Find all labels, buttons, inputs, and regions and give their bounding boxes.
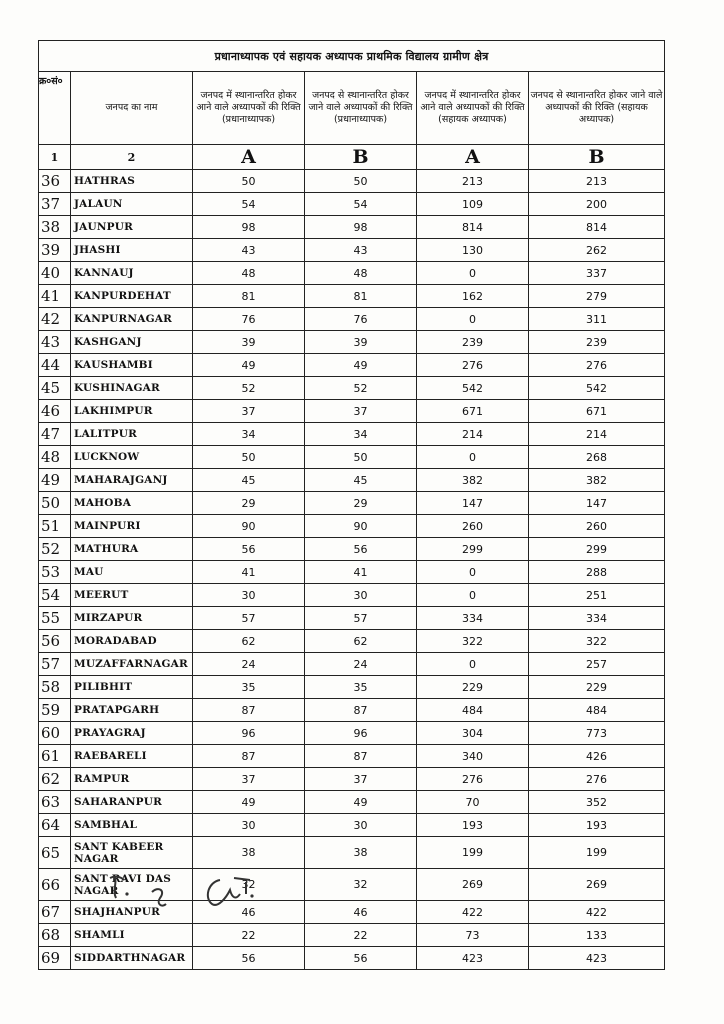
vacancy-a2-cell: 276 (417, 768, 529, 791)
district-name-cell: MORADABAD (71, 630, 193, 653)
table-row (39, 239, 665, 262)
table-row (39, 377, 665, 400)
vacancy-a2-cell: 147 (417, 492, 529, 515)
table-title: प्रधानाध्यापक एवं सहायक अध्यापक प्राथमिक विद्यालय ग्रामीण क्षेत्र (39, 41, 665, 72)
serial-number-cell: 53 (39, 561, 71, 584)
vacancy-b1-cell: 38 (305, 837, 417, 869)
column-letter: A (417, 145, 529, 170)
table-row (39, 699, 665, 722)
table-row (39, 768, 665, 791)
serial-number-cell: 67 (39, 901, 71, 924)
vacancy-b1-cell: 39 (305, 331, 417, 354)
vacancy-a2-cell: 0 (417, 308, 529, 331)
table-row (39, 607, 665, 630)
district-name-cell: MIRZAPUR (71, 607, 193, 630)
vacancy-a1-cell: 24 (193, 653, 305, 676)
vacancy-b2-cell: 423 (529, 947, 665, 970)
document-page (38, 40, 664, 970)
table-row (39, 400, 665, 423)
serial-number-cell: 42 (39, 308, 71, 331)
serial-number-cell: 63 (39, 791, 71, 814)
vacancy-a2-cell: 542 (417, 377, 529, 400)
vacancy-a2-cell: 422 (417, 901, 529, 924)
table-row (39, 630, 665, 653)
vacancy-b1-cell: 52 (305, 377, 417, 400)
vacancy-b1-cell: 32 (305, 869, 417, 901)
serial-number-cell: 52 (39, 538, 71, 561)
vacancy-b2-cell: 542 (529, 377, 665, 400)
vacancy-a1-cell: 52 (193, 377, 305, 400)
vacancy-a1-cell: 54 (193, 193, 305, 216)
vacancy-a1-cell: 56 (193, 947, 305, 970)
district-name-cell: KUSHINAGAR (71, 377, 193, 400)
vacancy-a1-cell: 56 (193, 538, 305, 561)
vacancy-a2-cell: 239 (417, 331, 529, 354)
vacancy-a2-cell: 260 (417, 515, 529, 538)
serial-number-cell: 47 (39, 423, 71, 446)
column-letter: B (305, 145, 417, 170)
table-row (39, 837, 665, 869)
vacancy-a2-cell: 109 (417, 193, 529, 216)
district-name-cell: KANNAUJ (71, 262, 193, 285)
table-row (39, 262, 665, 285)
vacancy-b2-cell: 276 (529, 354, 665, 377)
serial-number-cell: 58 (39, 676, 71, 699)
district-name-cell: LUCKNOW (71, 446, 193, 469)
vacancy-b2-cell: 214 (529, 423, 665, 446)
vacancy-b1-cell: 43 (305, 239, 417, 262)
vacancy-b1-cell: 35 (305, 676, 417, 699)
serial-number-cell: 61 (39, 745, 71, 768)
district-name-cell: KANPURDEHAT (71, 285, 193, 308)
serial-number-cell: 62 (39, 768, 71, 791)
serial-number-cell: 51 (39, 515, 71, 538)
vacancy-a1-cell: 87 (193, 699, 305, 722)
serial-number-cell: 44 (39, 354, 71, 377)
vacancy-a1-cell: 96 (193, 722, 305, 745)
vacancy-b1-cell: 37 (305, 400, 417, 423)
handwritten-signature (100, 868, 280, 918)
vacancy-b1-cell: 41 (305, 561, 417, 584)
header-col-b2: जनपद से स्थानान्तरित होकर जाने वाले अध्यापकों की रिक्ति (सहायक अध्यापक) (529, 72, 665, 145)
district-name-cell: SHAMLI (71, 924, 193, 947)
vacancy-b2-cell: 426 (529, 745, 665, 768)
serial-number-cell: 56 (39, 630, 71, 653)
vacancy-a2-cell: 340 (417, 745, 529, 768)
vacancy-a1-cell: 29 (193, 492, 305, 515)
district-name-cell: PILIBHIT (71, 676, 193, 699)
vacancy-b1-cell: 62 (305, 630, 417, 653)
vacancy-b1-cell: 87 (305, 745, 417, 768)
vacancy-a2-cell: 0 (417, 653, 529, 676)
table-row (39, 538, 665, 561)
table-row (39, 170, 665, 193)
district-name-cell: JALAUN (71, 193, 193, 216)
district-name-cell: PRATAPGARH (71, 699, 193, 722)
vacancy-b1-cell: 34 (305, 423, 417, 446)
table-row (39, 423, 665, 446)
vacancy-b1-cell: 29 (305, 492, 417, 515)
vacancy-b2-cell: 337 (529, 262, 665, 285)
vacancy-b2-cell: 276 (529, 768, 665, 791)
serial-number-cell: 36 (39, 170, 71, 193)
vacancy-b2-cell: 269 (529, 869, 665, 901)
serial-number-cell: 46 (39, 400, 71, 423)
district-name-cell: MAHOBA (71, 492, 193, 515)
district-name-cell: LALITPUR (71, 423, 193, 446)
vacancy-b1-cell: 96 (305, 722, 417, 745)
table-row (39, 515, 665, 538)
vacancy-a1-cell: 50 (193, 170, 305, 193)
vacancy-a1-cell: 32 (193, 869, 305, 901)
column-number: 2 (71, 145, 193, 170)
vacancy-a2-cell: 130 (417, 239, 529, 262)
district-name-cell: PRAYAGRAJ (71, 722, 193, 745)
district-name-cell: SAHARANPUR (71, 791, 193, 814)
header-district: जनपद का नाम (71, 72, 193, 145)
vacancy-b1-cell: 90 (305, 515, 417, 538)
vacancy-a1-cell: 98 (193, 216, 305, 239)
vacancy-b2-cell: 200 (529, 193, 665, 216)
vacancy-a2-cell: 73 (417, 924, 529, 947)
district-name-cell: SIDDARTHNAGAR (71, 947, 193, 970)
vacancy-a2-cell: 814 (417, 216, 529, 239)
serial-number-cell: 38 (39, 216, 71, 239)
vacancy-a2-cell: 213 (417, 170, 529, 193)
vacancy-b1-cell: 56 (305, 947, 417, 970)
district-name-cell: MUZAFFARNAGAR (71, 653, 193, 676)
vacancy-a1-cell: 34 (193, 423, 305, 446)
serial-number-cell: 50 (39, 492, 71, 515)
table-row (39, 354, 665, 377)
vacancy-b1-cell: 22 (305, 924, 417, 947)
table-row (39, 193, 665, 216)
vacancy-a1-cell: 46 (193, 901, 305, 924)
vacancy-a1-cell: 90 (193, 515, 305, 538)
vacancy-b1-cell: 24 (305, 653, 417, 676)
column-letter: B (529, 145, 665, 170)
table-row (39, 722, 665, 745)
vacancy-b2-cell: 239 (529, 331, 665, 354)
vacancy-a1-cell: 62 (193, 630, 305, 653)
vacancy-b1-cell: 30 (305, 584, 417, 607)
vacancy-b2-cell: 382 (529, 469, 665, 492)
vacancy-b2-cell: 814 (529, 216, 665, 239)
district-name-cell: RAEBARELI (71, 745, 193, 768)
district-name-cell: JAUNPUR (71, 216, 193, 239)
table-row (39, 814, 665, 837)
header-serial: क्र०सं० (39, 72, 71, 145)
column-number: 1 (39, 145, 71, 170)
district-name-cell: JHASHI (71, 239, 193, 262)
district-name-cell: MAHARAJGANJ (71, 469, 193, 492)
district-name-cell: SHAJHANPUR (71, 901, 193, 924)
vacancy-b1-cell: 50 (305, 446, 417, 469)
vacancy-a2-cell: 229 (417, 676, 529, 699)
vacancy-a2-cell: 304 (417, 722, 529, 745)
vacancy-b1-cell: 76 (305, 308, 417, 331)
district-name-cell: KASHGANJ (71, 331, 193, 354)
vacancy-a2-cell: 70 (417, 791, 529, 814)
serial-number-cell: 59 (39, 699, 71, 722)
district-name-cell: MATHURA (71, 538, 193, 561)
table-body (39, 170, 665, 970)
district-name-cell: MAU (71, 561, 193, 584)
vacancy-a1-cell: 45 (193, 469, 305, 492)
vacancy-a1-cell: 22 (193, 924, 305, 947)
vacancy-a2-cell: 162 (417, 285, 529, 308)
header-col-a1: जनपद में स्थानान्तरित होकर आने वाले अध्यापकों की रिक्ति (प्रधानाध्यापक) (193, 72, 305, 145)
table-row (39, 947, 665, 970)
vacancy-a2-cell: 199 (417, 837, 529, 869)
vacancy-b1-cell: 54 (305, 193, 417, 216)
vacancy-b2-cell: 147 (529, 492, 665, 515)
vacancy-a2-cell: 0 (417, 262, 529, 285)
vacancy-a2-cell: 382 (417, 469, 529, 492)
district-name-cell: SANT RAVI DAS NAGAR (71, 869, 193, 901)
table-row (39, 216, 665, 239)
vacancy-b2-cell: 251 (529, 584, 665, 607)
table-row (39, 791, 665, 814)
vacancy-b2-cell: 422 (529, 901, 665, 924)
vacancy-b1-cell: 57 (305, 607, 417, 630)
vacancy-a1-cell: 43 (193, 239, 305, 262)
vacancy-b2-cell: 773 (529, 722, 665, 745)
vacancy-a2-cell: 214 (417, 423, 529, 446)
district-name-cell: RAMPUR (71, 768, 193, 791)
vacancy-a1-cell: 39 (193, 331, 305, 354)
serial-number-cell: 39 (39, 239, 71, 262)
vacancy-b1-cell: 49 (305, 791, 417, 814)
vacancy-b2-cell: 260 (529, 515, 665, 538)
vacancy-b2-cell: 288 (529, 561, 665, 584)
vacancy-a1-cell: 37 (193, 400, 305, 423)
vacancy-a2-cell: 0 (417, 584, 529, 607)
serial-number-cell: 65 (39, 837, 71, 869)
table-row (39, 446, 665, 469)
vacancy-a1-cell: 30 (193, 814, 305, 837)
vacancy-b2-cell: 279 (529, 285, 665, 308)
serial-number-cell: 41 (39, 285, 71, 308)
vacancy-a1-cell: 57 (193, 607, 305, 630)
table-row (39, 676, 665, 699)
vacancy-a2-cell: 0 (417, 561, 529, 584)
vacancy-a2-cell: 322 (417, 630, 529, 653)
vacancy-a1-cell: 30 (193, 584, 305, 607)
vacancy-a1-cell: 37 (193, 768, 305, 791)
header-col-b1: जनपद से स्थानान्तरित होकर जाने वाले अध्यापकों की रिक्ति (प्रधानाध्यापक) (305, 72, 417, 145)
column-letter: A (193, 145, 305, 170)
serial-number-cell: 40 (39, 262, 71, 285)
vacancy-a1-cell: 87 (193, 745, 305, 768)
table-row (39, 492, 665, 515)
table-row (39, 653, 665, 676)
serial-number-cell: 57 (39, 653, 71, 676)
district-name-cell: MAINPURI (71, 515, 193, 538)
district-name-cell: LAKHIMPUR (71, 400, 193, 423)
vacancy-b2-cell: 671 (529, 400, 665, 423)
table-row (39, 561, 665, 584)
serial-number-cell: 69 (39, 947, 71, 970)
vacancy-b2-cell: 262 (529, 239, 665, 262)
district-name-cell: SAMBHAL (71, 814, 193, 837)
vacancy-b2-cell: 299 (529, 538, 665, 561)
vacancy-a1-cell: 48 (193, 262, 305, 285)
vacancy-a2-cell: 671 (417, 400, 529, 423)
vacancy-a1-cell: 41 (193, 561, 305, 584)
serial-number-cell: 66 (39, 869, 71, 901)
vacancy-a2-cell: 276 (417, 354, 529, 377)
vacancy-b2-cell: 133 (529, 924, 665, 947)
vacancy-b1-cell: 50 (305, 170, 417, 193)
vacancy-b1-cell: 45 (305, 469, 417, 492)
vacancy-b1-cell: 87 (305, 699, 417, 722)
vacancy-b2-cell: 484 (529, 699, 665, 722)
vacancy-b2-cell: 199 (529, 837, 665, 869)
district-name-cell: MEERUT (71, 584, 193, 607)
vacancy-table (38, 40, 665, 970)
serial-number-cell: 54 (39, 584, 71, 607)
vacancy-b1-cell: 46 (305, 901, 417, 924)
table-row (39, 308, 665, 331)
district-name-cell: KAUSHAMBI (71, 354, 193, 377)
vacancy-b2-cell: 268 (529, 446, 665, 469)
vacancy-a1-cell: 49 (193, 791, 305, 814)
serial-number-cell: 45 (39, 377, 71, 400)
vacancy-a2-cell: 423 (417, 947, 529, 970)
serial-number-cell: 64 (39, 814, 71, 837)
serial-number-cell: 68 (39, 924, 71, 947)
vacancy-b2-cell: 322 (529, 630, 665, 653)
vacancy-a1-cell: 35 (193, 676, 305, 699)
vacancy-b1-cell: 98 (305, 216, 417, 239)
vacancy-a1-cell: 50 (193, 446, 305, 469)
table-row (39, 469, 665, 492)
vacancy-a1-cell: 76 (193, 308, 305, 331)
vacancy-a2-cell: 269 (417, 869, 529, 901)
serial-number-cell: 55 (39, 607, 71, 630)
table-row (39, 584, 665, 607)
vacancy-b2-cell: 352 (529, 791, 665, 814)
table-row (39, 285, 665, 308)
vacancy-b1-cell: 30 (305, 814, 417, 837)
district-name-cell: SANT KABEER NAGAR (71, 837, 193, 869)
vacancy-a2-cell: 193 (417, 814, 529, 837)
vacancy-b1-cell: 56 (305, 538, 417, 561)
vacancy-b1-cell: 81 (305, 285, 417, 308)
vacancy-b2-cell: 213 (529, 170, 665, 193)
vacancy-b1-cell: 49 (305, 354, 417, 377)
vacancy-b2-cell: 257 (529, 653, 665, 676)
header-col-a2: जनपद में स्थानान्तरित होकर आने वाले अध्यापकों की रिक्ति (सहायक अध्यापक) (417, 72, 529, 145)
vacancy-b1-cell: 48 (305, 262, 417, 285)
table-row (39, 745, 665, 768)
table-row (39, 331, 665, 354)
vacancy-b2-cell: 229 (529, 676, 665, 699)
district-name-cell: HATHRAS (71, 170, 193, 193)
vacancy-b1-cell: 37 (305, 768, 417, 791)
district-name-cell: KANPURNAGAR (71, 308, 193, 331)
vacancy-a2-cell: 484 (417, 699, 529, 722)
table-row (39, 924, 665, 947)
serial-number-cell: 48 (39, 446, 71, 469)
vacancy-a1-cell: 81 (193, 285, 305, 308)
vacancy-a1-cell: 49 (193, 354, 305, 377)
vacancy-a1-cell: 38 (193, 837, 305, 869)
vacancy-b2-cell: 193 (529, 814, 665, 837)
serial-number-cell: 49 (39, 469, 71, 492)
serial-number-cell: 60 (39, 722, 71, 745)
serial-number-cell: 37 (39, 193, 71, 216)
vacancy-a2-cell: 0 (417, 446, 529, 469)
vacancy-a2-cell: 334 (417, 607, 529, 630)
vacancy-a2-cell: 299 (417, 538, 529, 561)
vacancy-b2-cell: 334 (529, 607, 665, 630)
serial-number-cell: 43 (39, 331, 71, 354)
vacancy-b2-cell: 311 (529, 308, 665, 331)
